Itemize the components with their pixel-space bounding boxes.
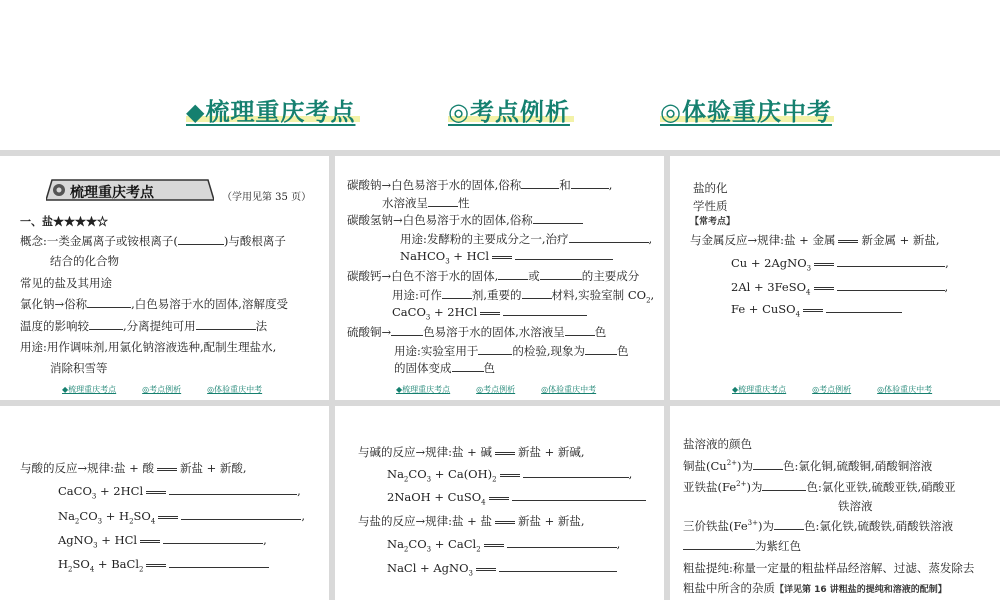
nav-link-review[interactable]: ◆梳理重庆考点: [186, 98, 356, 126]
footer-link-exam[interactable]: ◎体验重庆中考: [877, 385, 933, 394]
reaction-agno3: AgNO$_3$ + HCl ,: [58, 533, 267, 550]
ferrous-salt-2: 铁溶液: [838, 499, 873, 513]
ferrous-salt: 亚铁盐$(Fe^{2+})$为 色:氯化亚铁,硫酸亚铁,硝酸亚: [683, 480, 956, 494]
panel-footer: [62, 384, 288, 395]
section-heading: 一、盐★★★★☆: [20, 215, 108, 228]
section-banner: [46, 178, 214, 202]
nav-link-examples[interactable]: ◎考点例析: [448, 98, 570, 126]
acid-rule: 与酸的反应→规律:盐 + 酸 新盐 + 新酸,: [20, 461, 247, 475]
nahco3-line: 碳酸氢钠→白色易溶于水的固体,俗称: [347, 212, 583, 228]
purify-line: 粗盐提纯:称量一定量的粗盐样品经溶解、过滤、蒸发除去: [683, 561, 975, 575]
reaction-caoh2: $Na_2CO_3 + Ca(OH)_2$ ,: [387, 467, 633, 484]
footer-link-examples[interactable]: ◎考点例析: [142, 385, 182, 394]
footer-link-review[interactable]: ◆梳理重庆考点: [396, 385, 451, 394]
metal-rule: 与金属反应→规律:盐 + 金属 新金属 + 新盐,: [690, 233, 940, 247]
caco3-reaction: CaCO$_3$ + 2HCl: [392, 305, 587, 321]
reaction-caco3: CaCO$_3$ + 2HCl ,: [58, 484, 301, 501]
reaction-nacl: NaCl + AgNO$_3$: [387, 561, 617, 577]
frequent-tag: 【常考点】: [690, 217, 736, 227]
caco3-line: 碳酸钙→白色不溶于水的固体, 或 的主要成分: [347, 269, 640, 283]
salt-rule: 与盐的反应→规律:盐 + 盐 新盐 + 新盐,: [358, 514, 585, 528]
reaction-al: 2Al + 3FeSO$_4$ ,: [731, 280, 949, 297]
banner-note: （学用见第 35 页）: [222, 192, 312, 203]
reaction-naoh: 2NaOH + CuSO$_4$: [387, 490, 646, 506]
footer-link-examples[interactable]: ◎考点例析: [476, 385, 516, 394]
salt-chem-title-2: 学性质: [693, 199, 728, 213]
footer-link-examples[interactable]: ◎考点例析: [812, 385, 852, 394]
reaction-cu: Cu + 2AgNO$_3$ ,: [731, 256, 949, 273]
copper-salt: 铜盐$(Cu^{2+})$为 色:氯化铜,硫酸铜,硝酸铜溶液: [683, 459, 933, 473]
nav-link-exam[interactable]: ◎体验重庆中考: [660, 98, 832, 126]
nahco3-use: 用途:发酵粉的主要成分之一,治疗 ,: [400, 232, 653, 246]
reaction-h2so4: $H_2SO_4$ + BaCl$_2$: [58, 557, 269, 573]
footer-link-review[interactable]: ◆梳理重庆考点: [732, 385, 787, 394]
base-rule: 与碱的反应→规律:盐 + 碱 新盐 + 新碱,: [358, 445, 585, 459]
salt-chem-title: 盐的化: [693, 181, 728, 195]
cuso4-use: 用途:实验室用于 的检验,现象为 色: [394, 344, 629, 358]
concept-line-2: 结合的化合物: [50, 254, 119, 268]
ferric-salt: 三价铁盐$(Fe^{3+})$为 色:氯化铁,硫酸铁,硝酸铁溶液: [683, 519, 954, 533]
nacl-use-2: 消除积雪等: [50, 361, 108, 375]
cuso4-use-2: 的固体变成 色: [394, 361, 495, 375]
purify-line-2: 粗盐中所含的杂质【详见第 16 讲粗盐的提纯和溶液的配制】: [683, 581, 947, 595]
nacl-line-2: 温度的影响较 ,分离提纯可用 法: [20, 319, 268, 333]
reaction-cacl2: $Na_2CO_3$ + CaCl$_2$ ,: [387, 537, 621, 554]
nacl-line: 氯化钠→俗称 ,白色易溶于水的固体,溶解度受: [20, 297, 288, 311]
reaction-fe: Fe + CuSO$_4$: [731, 302, 902, 318]
top-navigation: [0, 0, 1000, 150]
footer-link-review[interactable]: ◆梳理重庆考点: [62, 385, 117, 394]
nahco3-reaction: NaHCO$_3$ + HCl: [400, 249, 613, 265]
common-salts: 常见的盐及其用途: [20, 276, 112, 290]
color-heading: 盐溶液的颜色: [683, 437, 752, 451]
footer-link-exam[interactable]: ◎体验重庆中考: [541, 385, 597, 394]
footer-link-exam[interactable]: ◎体验重庆中考: [207, 385, 263, 394]
nacl-use: 用途:用作调味剂,用氯化钠溶液选种,配制生理盐水,: [20, 340, 277, 354]
ferric-salt-2: 为紫红色: [683, 538, 801, 554]
panel-footer: [732, 384, 958, 395]
na2co3-line: 碳酸钠→白色易溶于水的固体,俗称 和 ,: [347, 178, 613, 192]
reaction-na2co3: $Na_2CO_3 + H_2SO_4$ ,: [58, 509, 305, 526]
na2co3-line-2: 水溶液呈 性: [382, 196, 470, 210]
caco3-use: 用途:可作 剂,重要的 材料,实验室制 $CO_2$,: [392, 288, 655, 305]
cuso4-line: 硫酸铜→ 色易溶于水的固体,水溶液呈 色: [347, 325, 607, 339]
banner-title: 梳理重庆考点: [70, 185, 154, 201]
panel-footer: [396, 384, 622, 395]
concept-line: 概念:一类金属离子或铵根离子( )与酸根离子: [20, 234, 286, 248]
